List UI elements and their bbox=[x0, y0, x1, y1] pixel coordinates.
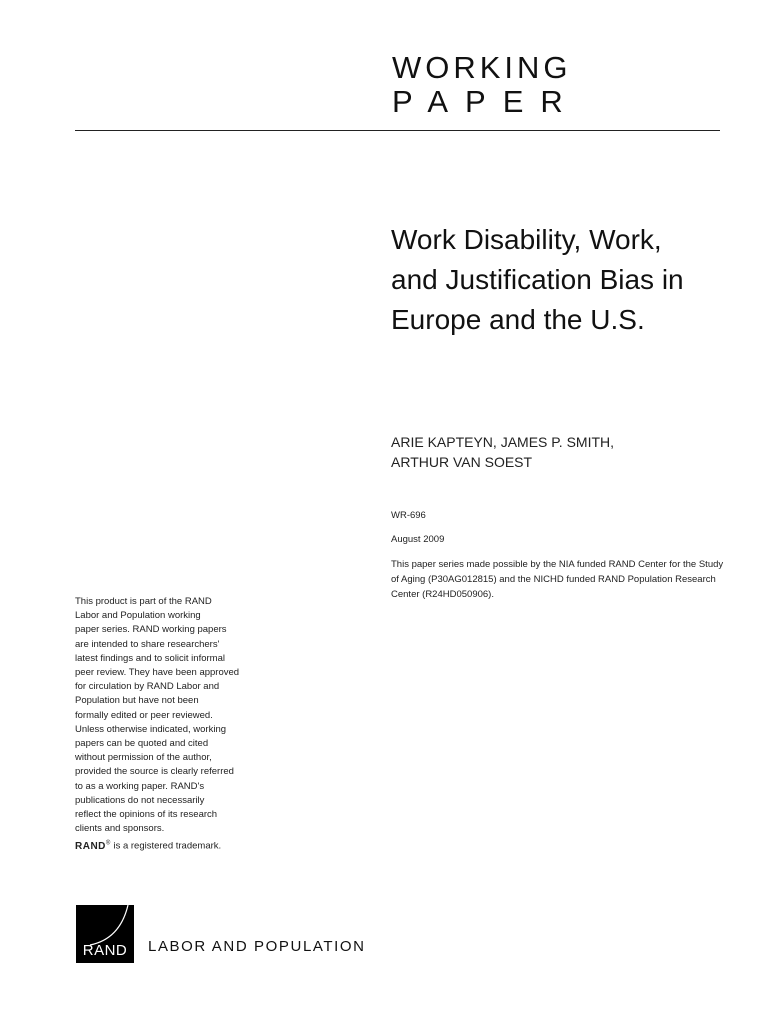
publication-date: August 2009 bbox=[391, 534, 445, 545]
disclaimer-line: reflect the opinions of its research bbox=[75, 809, 218, 821]
report-number: WR-696 bbox=[391, 510, 426, 521]
series-label-line-2: PAPER bbox=[392, 84, 580, 119]
division-name: LABOR AND POPULATION bbox=[148, 938, 366, 955]
rand-logo bbox=[76, 905, 134, 963]
disclaimer-line: to as a working paper. RAND's bbox=[75, 780, 205, 792]
trademark-text: is a registered trademark. bbox=[110, 840, 222, 852]
disclaimer-line: Labor and Population working bbox=[75, 610, 201, 622]
disclaimer-line: Population but have not been bbox=[75, 695, 199, 707]
disclaimer-line: paper series. RAND working papers bbox=[75, 624, 227, 636]
author-line: ARTHUR VAN SOEST bbox=[391, 454, 533, 470]
rand-wordmark-text: RAND bbox=[75, 840, 106, 852]
disclaimer-line: provided the source is clearly referred bbox=[75, 766, 234, 778]
funding-line: Center (R24HD050906). bbox=[391, 589, 494, 600]
disclaimer-line: clients and sponsors. bbox=[75, 823, 165, 835]
disclaimer-line: publications do not necessarily bbox=[75, 794, 205, 806]
author-list bbox=[391, 432, 751, 472]
disclaimer-line: This product is part of the RAND bbox=[75, 596, 212, 607]
rand-logo-text: RAND bbox=[82, 942, 128, 959]
paper-title bbox=[391, 220, 751, 340]
disclaimer-line: formally edited or peer reviewed. bbox=[75, 709, 213, 721]
disclaimer-line: Unless otherwise indicated, working bbox=[75, 723, 227, 735]
title-line: and Justification Bias in bbox=[391, 264, 684, 295]
disclaimer-line: without permission of the author, bbox=[75, 752, 212, 764]
title-line: Work Disability, Work, bbox=[391, 224, 662, 255]
rand-wordmark-inline bbox=[75, 841, 111, 852]
disclaimer-text bbox=[75, 595, 275, 854]
header-divider bbox=[75, 130, 720, 131]
author-line: ARIE KAPTEYN, JAMES P. SMITH, bbox=[391, 434, 615, 450]
disclaimer-line: for circulation by RAND Labor and bbox=[75, 681, 220, 693]
disclaimer-line: peer review. They have been approved bbox=[75, 667, 240, 679]
disclaimer-line: latest findings and to solicit informal bbox=[75, 652, 225, 664]
disclaimer-line: papers can be quoted and cited bbox=[75, 738, 209, 750]
disclaimer-line: are intended to share researchers' bbox=[75, 638, 220, 650]
funding-line: This paper series made possible by the NIA funded RAND Center for the Study bbox=[391, 559, 724, 570]
funding-line: of Aging (P30AG012815) and the NICHD funded RAND Population Research bbox=[391, 574, 716, 585]
trademark-line bbox=[75, 836, 275, 854]
funding-note bbox=[391, 557, 751, 602]
title-line: Europe and the U.S. bbox=[391, 304, 645, 335]
registered-mark: ® bbox=[105, 840, 111, 847]
series-label-line-1: WORKING bbox=[392, 50, 572, 85]
